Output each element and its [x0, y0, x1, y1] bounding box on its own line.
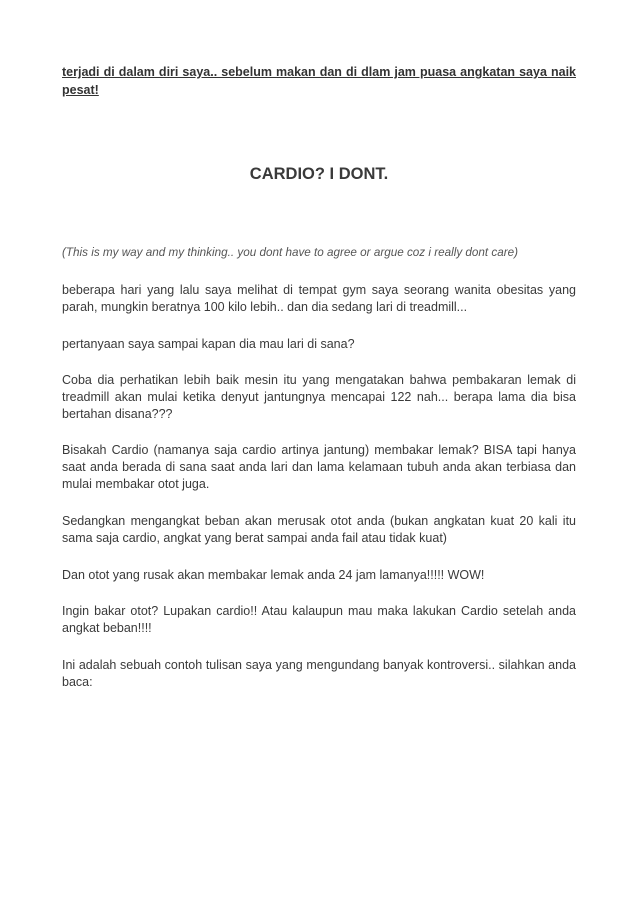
- disclaimer-text: (This is my way and my thinking.. you dont have to agree or argue coz i really dont care): [62, 246, 519, 259]
- paragraph-gym-observation: beberapa hari yang lalu saya melihat di tempat gym saya seorang wanita obesitas yang parah, mungkin beratnya 100 kilo lebih.. dan dia sedang lari di treadmill...: [62, 283, 576, 314]
- intro-text: terjadi di dalam diri saya.. sebelum makan dan di dlam jam puasa angkatan saya naik pesat!: [62, 65, 576, 97]
- paragraph-closing: Ini adalah sebuah contoh tulisan saya yang mengundang banyak kontroversi.. silahkan anda baca:: [62, 658, 576, 689]
- paragraph-treadmill: Coba dia perhatikan lebih baik mesin itu yang mengatakan bahwa pembakaran lemak di treadmill akan mulai ketika denyut jantungnya mencapai 122 nah... berapa lama dia bisa bertahan disana???: [62, 373, 576, 421]
- paragraph-weights: Sedangkan mengangkat beban akan merusak otot anda (bukan angkatan kuat 20 kali itu sama saja cardio, angkat yang berat sampai anda fail atau tidak kuat): [62, 514, 576, 545]
- paragraph-advice: Ingin bakar otot? Lupakan cardio!! Atau kalaupun mau maka lakukan Cardio setelah anda angkat beban!!!!: [62, 604, 576, 635]
- paragraph-question: pertanyaan saya sampai kapan dia mau lari di sana?: [62, 337, 355, 351]
- section-heading: CARDIO? I DONT.: [249, 165, 389, 183]
- paragraph-muscle-burn: Dan otot yang rusak akan membakar lemak anda 24 jam lamanya!!!!! WOW!: [62, 568, 485, 582]
- paragraph-cardio-fat: Bisakah Cardio (namanya saja cardio artinya jantung) membakar lemak? BISA tapi hanya saat anda berada di sana saat anda lari dan lama kelamaan tubuh anda akan terbiasa dan mulai membakar otot juga.: [62, 443, 576, 491]
- document-page: [62, 63, 576, 689]
